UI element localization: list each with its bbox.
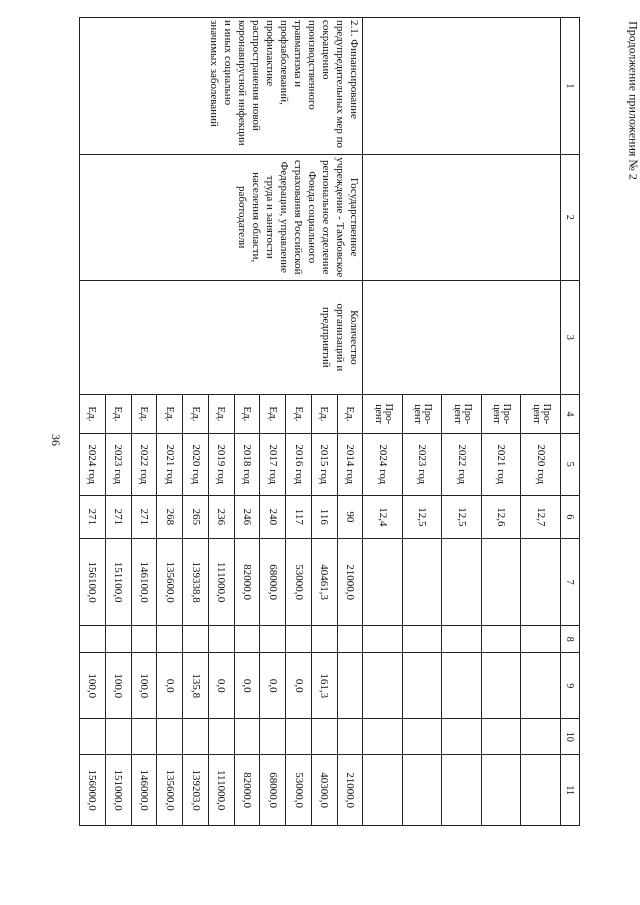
value-col9: 0,0	[260, 653, 286, 719]
blank-cell	[363, 154, 561, 280]
value-col8	[80, 626, 106, 653]
indicator-value: 12,5	[442, 495, 482, 539]
value-col10	[337, 719, 363, 755]
value-col9: 0,0	[234, 653, 260, 719]
indicator-value: 12,7	[521, 495, 561, 539]
column-number: 5	[561, 433, 580, 495]
indicator-value: 240	[260, 495, 286, 539]
value-col8	[286, 626, 312, 653]
value-col11: 139203,0	[183, 755, 209, 826]
total-value	[363, 539, 403, 626]
indicator-value: 271	[80, 495, 106, 539]
value-col8	[403, 626, 443, 653]
value-col10	[286, 719, 312, 755]
continuation-header: Продолжение приложения № 2	[626, 21, 640, 180]
value-col11: 53000,0	[286, 755, 312, 826]
column-number: 6	[561, 495, 580, 539]
value-col11: 68000,0	[260, 755, 286, 826]
unit-cell: Ед.	[105, 394, 131, 433]
value-col10	[234, 719, 260, 755]
column-number: 2	[561, 154, 580, 280]
unit-cell: Ед.	[157, 394, 183, 433]
appendix-table	[79, 17, 580, 826]
value-col8	[183, 626, 209, 653]
total-value: 135600,0	[157, 539, 183, 626]
value-col11: 21000,0	[337, 755, 363, 826]
value-col8	[337, 626, 363, 653]
value-col9	[442, 653, 482, 719]
value-col10	[131, 719, 157, 755]
value-col10	[260, 719, 286, 755]
indicator-value: 116	[311, 495, 337, 539]
value-col11: 151000,0	[105, 755, 131, 826]
unit-cell: Ед.	[234, 394, 260, 433]
value-col9	[403, 653, 443, 719]
value-col9: 100,0	[80, 653, 106, 719]
year-cell: 2021 год	[157, 433, 183, 495]
value-col8	[157, 626, 183, 653]
unit-cell: Ед.	[286, 394, 312, 433]
executor-name: Государственное учреждение - Тамбовское региональное отделение Фонда социального страхования Российской Федерации, управление труда и занятости населения области, работодатели	[80, 154, 364, 280]
indicator-value: 117	[286, 495, 312, 539]
unit-cell: Ед.	[80, 394, 106, 433]
value-col10	[403, 719, 443, 755]
indicator-name: Количество организаций и предприятий	[80, 280, 364, 394]
total-value	[521, 539, 561, 626]
value-col10	[157, 719, 183, 755]
indicator-value: 246	[234, 495, 260, 539]
total-value: 21000,0	[337, 539, 363, 626]
total-value	[442, 539, 482, 626]
value-col8	[482, 626, 522, 653]
value-col11	[442, 755, 482, 826]
year-cell: 2014 год	[337, 433, 363, 495]
value-col10	[105, 719, 131, 755]
year-cell: 2023 год	[403, 433, 443, 495]
indicator-value: 271	[105, 495, 131, 539]
value-col11: 111000,0	[208, 755, 234, 826]
value-col11: 135600,0	[157, 755, 183, 826]
value-col10	[521, 719, 561, 755]
year-cell: 2024 год	[80, 433, 106, 495]
value-col11: 82000,0	[234, 755, 260, 826]
value-col8	[260, 626, 286, 653]
column-number: 1	[561, 18, 580, 155]
indicator-value: 271	[131, 495, 157, 539]
total-value: 151100,0	[105, 539, 131, 626]
column-number: 4	[561, 394, 580, 433]
value-col8	[442, 626, 482, 653]
total-value: 68000,0	[260, 539, 286, 626]
total-value: 53000,0	[286, 539, 312, 626]
value-col10	[363, 719, 403, 755]
year-cell: 2021 год	[482, 433, 522, 495]
value-col10	[442, 719, 482, 755]
value-col10	[80, 719, 106, 755]
year-cell: 2020 год	[521, 433, 561, 495]
value-col9	[482, 653, 522, 719]
year-cell: 2016 год	[286, 433, 312, 495]
value-col9: 100,0	[131, 653, 157, 719]
value-col11	[363, 755, 403, 826]
value-col9: 161,3	[311, 653, 337, 719]
value-col8	[311, 626, 337, 653]
total-value: 146100,0	[131, 539, 157, 626]
total-value	[482, 539, 522, 626]
value-col11	[403, 755, 443, 826]
unit-cell: Ед.	[208, 394, 234, 433]
value-col9	[363, 653, 403, 719]
year-cell: 2022 год	[442, 433, 482, 495]
total-value: 139338,8	[183, 539, 209, 626]
value-col8	[363, 626, 403, 653]
unit-cell: Про- цент	[521, 394, 561, 433]
value-col9	[337, 653, 363, 719]
page-number: 36	[49, 434, 63, 446]
value-col11	[482, 755, 522, 826]
total-value: 111000,0	[208, 539, 234, 626]
value-col10	[183, 719, 209, 755]
measure-name: 2.1. Финансирование предупредительных мер по сокращению производственного травматизма и профзаболеваний, профилактике распространения новой коронавирусной инфекции и иных социально значимых заболеваний	[80, 18, 364, 155]
indicator-value: 265	[183, 495, 209, 539]
data-table	[79, 17, 580, 826]
indicator-value: 90	[337, 495, 363, 539]
column-number: 11	[561, 755, 580, 826]
column-number-row	[561, 18, 580, 826]
column-number: 10	[561, 719, 580, 755]
column-number: 7	[561, 539, 580, 626]
value-col8	[208, 626, 234, 653]
blank-cell	[363, 18, 561, 155]
unit-cell: Ед.	[183, 394, 209, 433]
blank-cell	[363, 280, 561, 394]
total-value: 40461,3	[311, 539, 337, 626]
unit-cell: Про- цент	[403, 394, 443, 433]
year-cell: 2018 год	[234, 433, 260, 495]
table-row	[337, 18, 363, 826]
value-col11	[521, 755, 561, 826]
unit-cell: Про- цент	[442, 394, 482, 433]
value-col10	[482, 719, 522, 755]
indicator-value: 12,6	[482, 495, 522, 539]
unit-cell: Ед.	[131, 394, 157, 433]
unit-cell: Про- цент	[482, 394, 522, 433]
value-col9: 0,0	[208, 653, 234, 719]
value-col11: 146000,0	[131, 755, 157, 826]
unit-cell: Ед.	[311, 394, 337, 433]
value-col11: 40300,0	[311, 755, 337, 826]
column-number: 9	[561, 653, 580, 719]
value-col8	[105, 626, 131, 653]
year-cell: 2022 год	[131, 433, 157, 495]
year-cell: 2019 год	[208, 433, 234, 495]
table-row	[521, 18, 561, 826]
column-number: 3	[561, 280, 580, 394]
indicator-value: 236	[208, 495, 234, 539]
value-col8	[234, 626, 260, 653]
year-cell: 2017 год	[260, 433, 286, 495]
value-col10	[311, 719, 337, 755]
year-cell: 2020 год	[183, 433, 209, 495]
value-col9: 0,0	[157, 653, 183, 719]
value-col9: 135,8	[183, 653, 209, 719]
value-col10	[208, 719, 234, 755]
year-cell: 2024 год	[363, 433, 403, 495]
total-value	[403, 539, 443, 626]
unit-cell: Ед.	[337, 394, 363, 433]
year-cell: 2015 год	[311, 433, 337, 495]
value-col8	[521, 626, 561, 653]
value-col9: 100,0	[105, 653, 131, 719]
indicator-value: 12,4	[363, 495, 403, 539]
year-cell: 2023 год	[105, 433, 131, 495]
unit-cell: Ед.	[260, 394, 286, 433]
indicator-value: 268	[157, 495, 183, 539]
column-number: 8	[561, 626, 580, 653]
unit-cell: Про- цент	[363, 394, 403, 433]
value-col11: 156000,0	[80, 755, 106, 826]
value-col9	[521, 653, 561, 719]
indicator-value: 12,5	[403, 495, 443, 539]
total-value: 156100,0	[80, 539, 106, 626]
value-col8	[131, 626, 157, 653]
value-col9: 0,0	[286, 653, 312, 719]
total-value: 82000,0	[234, 539, 260, 626]
